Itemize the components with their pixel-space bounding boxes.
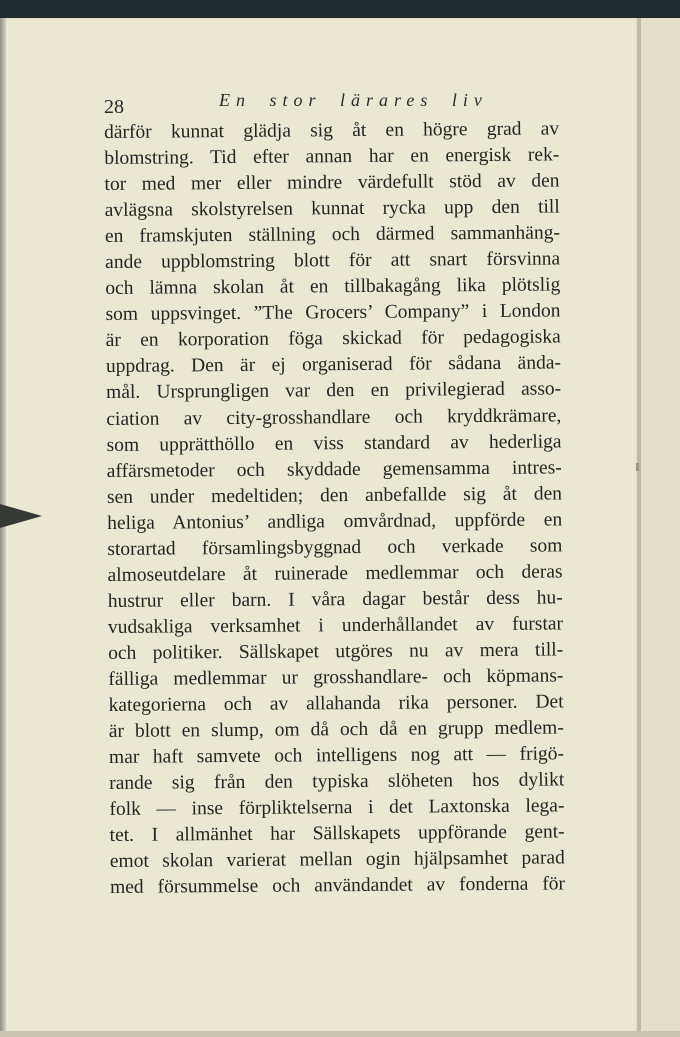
text-line: affärsmetoder och skyddade gemensamma intres- bbox=[106, 457, 562, 482]
text-line: mål. Ursprungligen var den en privilegierad asso- bbox=[106, 378, 562, 404]
text-line: är en korporation föga skickad för pedagogiska bbox=[105, 326, 561, 352]
scan-background-bottom bbox=[0, 1031, 680, 1037]
text-line: med försummelse och användandet av fonderna för bbox=[109, 873, 566, 899]
page-header bbox=[104, 90, 564, 120]
text-line: som upprätthöllo en viss standard av hederliga bbox=[106, 430, 562, 456]
text-line: fälliga medlemmar ur grosshandlare- och köpmans- bbox=[108, 665, 564, 690]
text-line: är blott en slump, om då och då en grupp medlem- bbox=[108, 717, 564, 743]
text-line: tet. I allmänhet har Sällskapets uppförande gent- bbox=[109, 821, 565, 847]
text-line: som uppsvinget. ”The Grocers’ Company” i London bbox=[105, 300, 561, 326]
text-line: almoseutdelare åt ruinerade medlemmar och deras bbox=[107, 561, 563, 586]
scan-background-top bbox=[0, 0, 680, 20]
text-line: därför kunnat glädja sig åt en högre grad av bbox=[104, 118, 560, 143]
text-line: en framskjuten ställning och därmed sammanhäng- bbox=[104, 222, 560, 248]
page-number: 28 bbox=[104, 96, 124, 118]
text-line: och lämna skolan åt en tillbakagång lika plötslig bbox=[105, 274, 561, 300]
text-line: uppdrag. Den är ej organiserad för sådana ända- bbox=[105, 352, 562, 378]
text-line: heliga Antonius’ andliga omvårdnad, uppförde en bbox=[107, 509, 563, 534]
text-line: storartad församlingsbyggnad och verkade som bbox=[107, 535, 563, 560]
text-line: folk — inse förpliktelserna i det Laxtonska lega- bbox=[109, 795, 565, 821]
text-line: tor med mer eller mindre värdefullt stöd av den bbox=[104, 170, 560, 196]
body-text bbox=[104, 116, 565, 901]
text-line: vudsakliga verksamhet i underhållandet av furstar bbox=[107, 613, 564, 638]
text-line: mar haft samvete och intelligens nog att — frigö- bbox=[108, 743, 565, 769]
text-line: emot skolan varierat mellan ogin hjälpsamhet parad bbox=[109, 847, 565, 873]
text-line: och politiker. Sällskapet utgöres nu av mera till- bbox=[108, 639, 564, 664]
text-line: sen under medeltiden; den anbefallde sig åt den bbox=[106, 483, 563, 508]
adjacent-page bbox=[641, 18, 680, 1037]
paper-speck bbox=[636, 463, 639, 471]
text-line: hustrur eller barn. I våra dagar består dess hu- bbox=[107, 587, 563, 612]
text-line: rande sig från den typiska slöheten hos dylikt bbox=[109, 769, 565, 795]
text-line: blomstring. Tid efter annan har en energisk rek- bbox=[104, 144, 560, 170]
text-line: avlägsna skolstyrelsen kunnat rycka upp den till bbox=[104, 196, 560, 222]
running-title: En stor lärares liv bbox=[219, 90, 488, 110]
page-tear-mark bbox=[0, 504, 42, 528]
text-line: ande uppblomstring blott för att snart försvinna bbox=[105, 248, 561, 274]
text-line: kategorierna och av allahanda rika personer. Det bbox=[108, 691, 564, 717]
text-line: ciation av city-grosshandlare och kryddkrämare, bbox=[106, 404, 562, 430]
